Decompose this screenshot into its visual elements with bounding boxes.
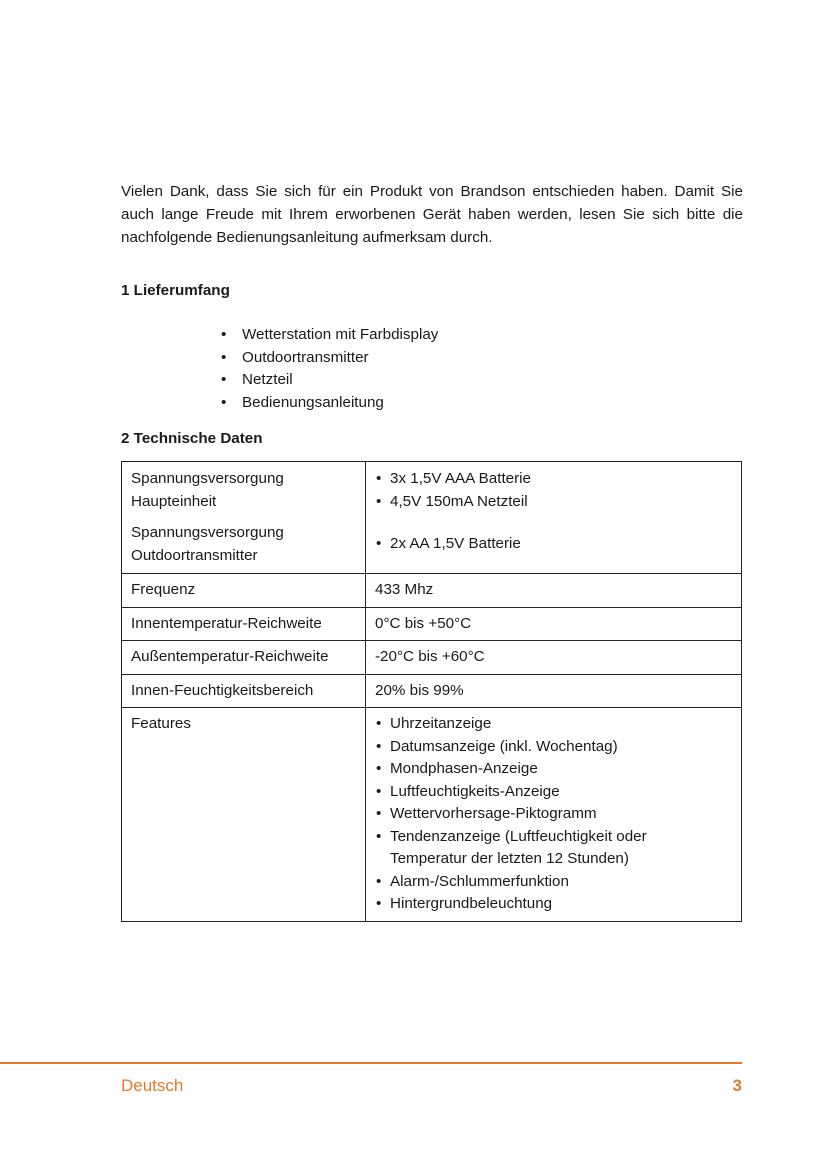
list-item: • 4,5V 150mA Netzteil — [375, 491, 732, 514]
footer-language: Deutsch — [121, 1076, 184, 1095]
spec-value: 20% bis 99% — [375, 681, 464, 699]
bullet-list — [375, 533, 521, 556]
spec-key-text: Outdoortransmitter — [131, 546, 258, 564]
footer-divider — [0, 1062, 742, 1064]
spec-value: -20°C bis +60°C — [375, 648, 485, 665]
list-item: • Alarm-/Schlummerfunktion — [375, 871, 732, 894]
page-number: 3 — [732, 1076, 742, 1095]
intro-paragraph: Vielen Dank, dass Sie sich für ein Produkt von Brandson entschieden haben. Damit Sie auch lange Freude mit Ihrem erworbenen Gerät haben werden, lesen Sie sich bitte die nachfolgende Bedienungsanleitung aufmerksam durch. — [121, 183, 743, 246]
table-row — [122, 708, 742, 922]
features-list — [375, 713, 732, 916]
table-row — [122, 607, 742, 641]
list-item: • Tendenzanzeige (Luftfeuchtigkeit oder Temperatur der letzten 12 Stunden) — [375, 826, 732, 871]
list-item: • Netzteil — [215, 369, 438, 392]
section-heading-technische-daten: 2 Technische Daten — [121, 430, 263, 447]
spec-key: Innentemperatur-Reichweite — [131, 614, 322, 632]
delivery-scope-list — [215, 324, 438, 414]
table-row — [122, 462, 742, 574]
list-item: • Wetterstation mit Farbdisplay — [215, 324, 438, 347]
specs-table — [121, 461, 742, 922]
spec-key-text: Spannungsversorgung — [131, 524, 284, 541]
list-item: • Wettervorhersage-Piktogramm — [375, 803, 732, 826]
list-item: • Datumsanzeige (inkl. Wochentag) — [375, 736, 732, 759]
table-row — [122, 641, 742, 675]
list-item: • 3x 1,5V AAA Batterie — [375, 468, 732, 491]
spec-value: 0°C bis +50°C — [375, 614, 472, 632]
list-item: • Uhrzeitanzeige — [375, 713, 732, 736]
list-item: • 2x AA 1,5V Batterie — [375, 533, 521, 556]
spec-key-text: Haupteinheit — [131, 492, 217, 510]
spec-key: Innen-Feuchtigkeitsbereich — [131, 681, 314, 699]
list-item: • Mondphasen-Anzeige — [375, 758, 732, 781]
list-item: • Luftfeuchtigkeits-Anzeige — [375, 781, 732, 804]
spec-value: 433 Mhz — [375, 581, 434, 598]
spec-key-features: Features — [131, 715, 191, 732]
list-item: • Hintergrundbeleuchtung — [375, 893, 732, 916]
spec-key: Außentemperatur-Reichweite — [131, 648, 329, 665]
spec-value-power — [366, 462, 742, 574]
bullet-list — [375, 468, 732, 513]
list-item: • Bedienungsanleitung — [215, 392, 438, 415]
spec-key-power — [122, 462, 366, 574]
table-row — [122, 574, 742, 608]
spec-key: Frequenz — [131, 581, 196, 598]
section-heading-lieferumfang: 1 Lieferumfang — [121, 282, 230, 299]
table-row — [122, 674, 742, 708]
spec-key-text: Spannungsversorgung — [131, 470, 284, 487]
list-item: • Outdoortransmitter — [215, 347, 438, 370]
